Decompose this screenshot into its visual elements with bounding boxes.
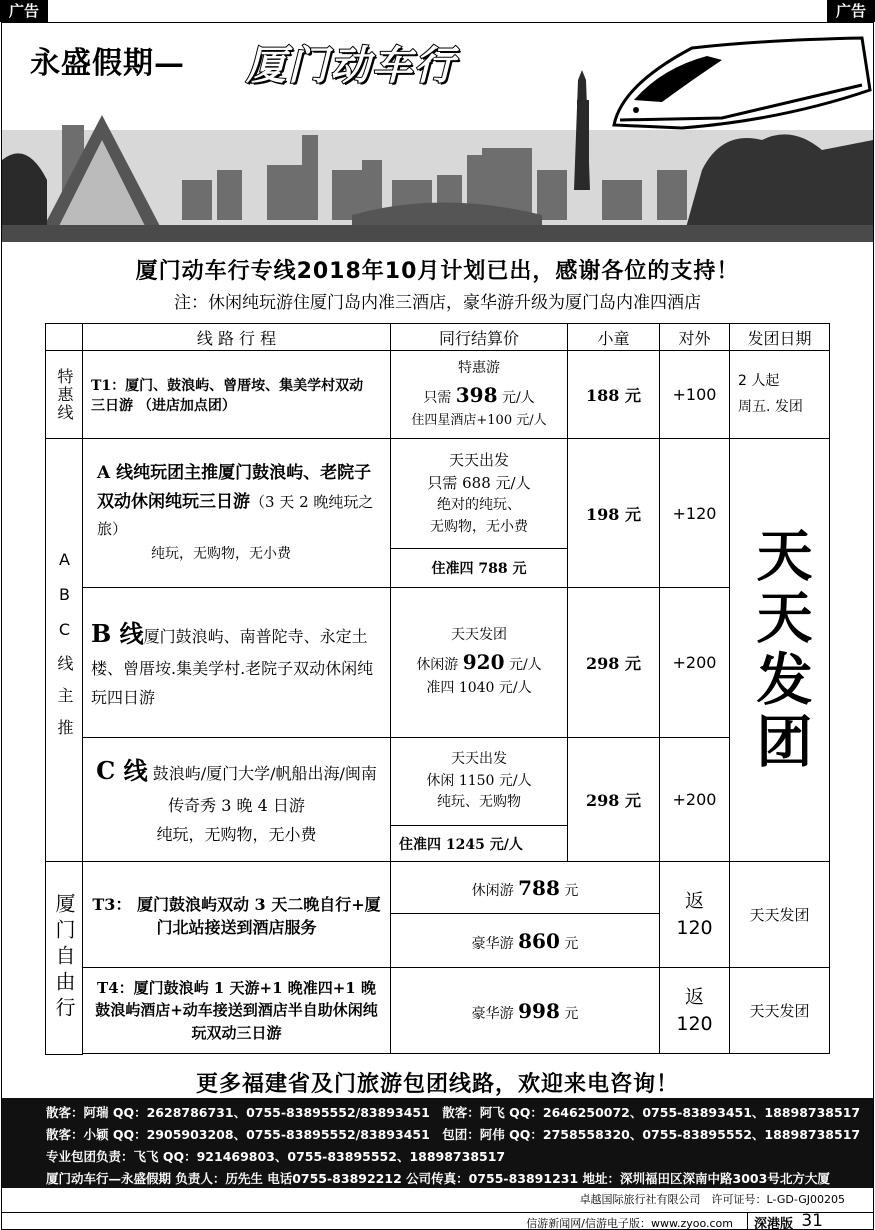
t3-external: 返 120 xyxy=(676,889,713,939)
line-c-title: 鼓浪屿/厦门大学/帆船出海/闽南传奇秀 3 晚 4 日游 xyxy=(152,764,377,816)
t3-price-unit: 元 xyxy=(564,935,579,952)
line-b-price-line1: 天天发团 xyxy=(451,627,507,644)
table-row xyxy=(46,439,830,549)
line-a-days: （3 天 2 晚纯玩之旅） xyxy=(97,493,374,539)
t1-price-line1: 特惠游 xyxy=(458,360,500,377)
special-side-label: 特惠线 xyxy=(55,367,74,422)
t3-price2-value: 860 xyxy=(518,928,560,953)
table-header: 发团日期 xyxy=(730,324,830,351)
line-c-prefix: C 线 xyxy=(96,756,148,786)
table-header: 同行结算价 xyxy=(391,324,568,351)
table-row xyxy=(46,738,830,826)
notice: 注：休闲纯玩游住厦门岛内准三酒店，豪华游升级为厦门岛内准四酒店 xyxy=(174,293,701,313)
t4-schedule: 天天发团 xyxy=(730,968,830,1054)
table-row xyxy=(46,968,830,1054)
line-b-price-unit: 元/人 xyxy=(508,657,542,673)
line-b-prefix: B 线 xyxy=(91,619,144,649)
table-header-row xyxy=(46,324,830,351)
line-c-price-upgrade: 住准四 1245 元/人 xyxy=(391,826,568,862)
brand-name: 永盛假期— xyxy=(30,46,185,81)
line-c-tags: 纯玩，无购物，无小费 xyxy=(156,825,317,845)
abc-side-label: ABC线主推 xyxy=(55,549,74,751)
contact-line: 散客：小颖 QQ：2905903208、0755-83895552/83893451 包团：阿伟 QQ：2758558320、0755-83895552、18898738517 xyxy=(46,1127,861,1142)
t1-price-unit: 元/人 xyxy=(501,389,535,406)
line-c-price-line1: 天天出发 xyxy=(451,750,507,767)
agency-license: 卓越国际旅行社有限公司 许可证号：L-GD-GJ00205 xyxy=(579,1193,845,1206)
line-c-external: +200 xyxy=(660,738,730,862)
brand-subtitle: 厦门动车行 xyxy=(246,42,456,89)
t3-route: T3： 厦门鼓浪屿双动 3 天二晚自行+厦门北站接送到酒店服务 xyxy=(83,862,391,968)
line-a-external: +120 xyxy=(660,439,730,588)
table-row xyxy=(46,588,830,738)
table-row xyxy=(46,351,830,439)
headline: 厦门动车行专线2018年10月计划已出，感谢各位的支持！ xyxy=(135,259,740,284)
t4-external: 返 120 xyxy=(676,985,713,1035)
line-a-child-price: 198 元 xyxy=(568,439,660,588)
t4-price-label: 豪华游 xyxy=(471,1005,514,1022)
page-number: 31 xyxy=(801,1211,823,1230)
t3-price1-value: 788 xyxy=(518,875,560,900)
ad-tag-left: 广告 xyxy=(0,0,48,22)
contacts-block xyxy=(2,1098,873,1188)
t3-price1-label: 休闲游 xyxy=(471,882,514,899)
daily-departure-banner: 天天发团 xyxy=(747,526,813,774)
t1-route: T1：厦门、鼓浪屿、曾厝垵、集美学村双动 三日游 （进店加点团） xyxy=(91,377,364,414)
contact-line: 专业包团负责：飞飞 QQ：921469803、0755-83895552、18898738517 xyxy=(46,1149,506,1164)
t4-price-value: 998 xyxy=(518,998,560,1023)
line-a-tags: 纯玩，无购物，无小费 xyxy=(151,545,291,562)
line-b-external: +200 xyxy=(660,588,730,738)
table-header: 线 路 行 程 xyxy=(83,324,391,351)
line-a-price-line3: 绝对的纯玩、 xyxy=(437,497,521,514)
t3-price-unit: 元 xyxy=(564,882,579,899)
table-header: 对外 xyxy=(660,324,730,351)
t1-schedule-line2: 周五. 发团 xyxy=(738,398,803,415)
footer-site: 信游新闻网/信游电子版：www.zyoo.com xyxy=(526,1217,733,1230)
line-c-price-line2: 休闲 1150 元/人 xyxy=(426,772,532,789)
line-b-price-line3: 准四 1040 元/人 xyxy=(426,680,532,696)
line-b-title: 厦门鼓浪屿、南普陀寺、永定土楼、曾厝垵.集美学村.老院子双动休闲纯玩四日游 xyxy=(91,627,374,708)
line-a-title: A 线纯玩团主推厦门鼓浪屿、老院子双动休闲纯玩三日游 xyxy=(97,463,372,513)
line-a-price-line1: 天天出发 xyxy=(448,450,509,469)
t4-price-unit: 元 xyxy=(564,1005,579,1022)
line-a-price-line4: 无购物，无小费 xyxy=(430,518,528,535)
line-b-price-value: 920 xyxy=(462,650,505,674)
t1-schedule-line1: 2 人起 xyxy=(738,373,780,390)
table-row xyxy=(46,862,830,914)
t1-price-line3: 住四星酒店+100 元/人 xyxy=(411,412,547,428)
table-header xyxy=(46,324,83,351)
train-icon xyxy=(614,38,870,128)
line-b-child-price: 298 元 xyxy=(568,588,660,738)
t3-price2-label: 豪华游 xyxy=(471,935,514,952)
t1-price-pre: 只需 xyxy=(423,389,452,406)
t3-schedule: 天天发团 xyxy=(730,862,830,968)
t1-child-price: 188 元 xyxy=(568,351,660,439)
line-c-price-line3: 纯玩、无购物 xyxy=(437,794,521,811)
free-travel-side-label: 厦门自由行 xyxy=(52,892,76,1023)
page-footer xyxy=(2,1212,873,1230)
line-c-child-price: 298 元 xyxy=(568,738,660,862)
route-price-table xyxy=(45,323,830,1055)
footer-edition: 深港版 xyxy=(747,1213,793,1230)
line-a-price-upgrade: 住准四 788 元 xyxy=(391,549,568,588)
contact-line: 厦门动车行—永盛假期 负责人：历先生 电话0755-83892212 公司传真：0755-83891231 地址：深圳福田区深南中路3003号北方大厦 xyxy=(46,1171,830,1186)
t1-price-value: 398 xyxy=(455,382,498,407)
t4-route: T4：厦门鼓浪屿 1 天游+1 晚准四+1 晚鼓浪屿酒店+动车接送到酒店半自助休闲纯玩双动三日游 xyxy=(83,968,391,1054)
ad-tag-right: 广告 xyxy=(827,0,875,22)
more-routes-banner: 更多福建省及门旅游包团线路，欢迎来电咨询！ xyxy=(195,1072,679,1097)
t1-external: +100 xyxy=(660,351,730,439)
line-a-price-line2: 只需 688 元/人 xyxy=(427,473,531,492)
table-header: 小童 xyxy=(568,324,660,351)
contact-line: 散客：阿瑞 QQ：2628786731、0755-83895552/83893451 散客：阿飞 QQ：2646250072、0755-83893451、18898738517 xyxy=(46,1105,861,1120)
line-b-price-pre: 休闲游 xyxy=(416,657,459,673)
